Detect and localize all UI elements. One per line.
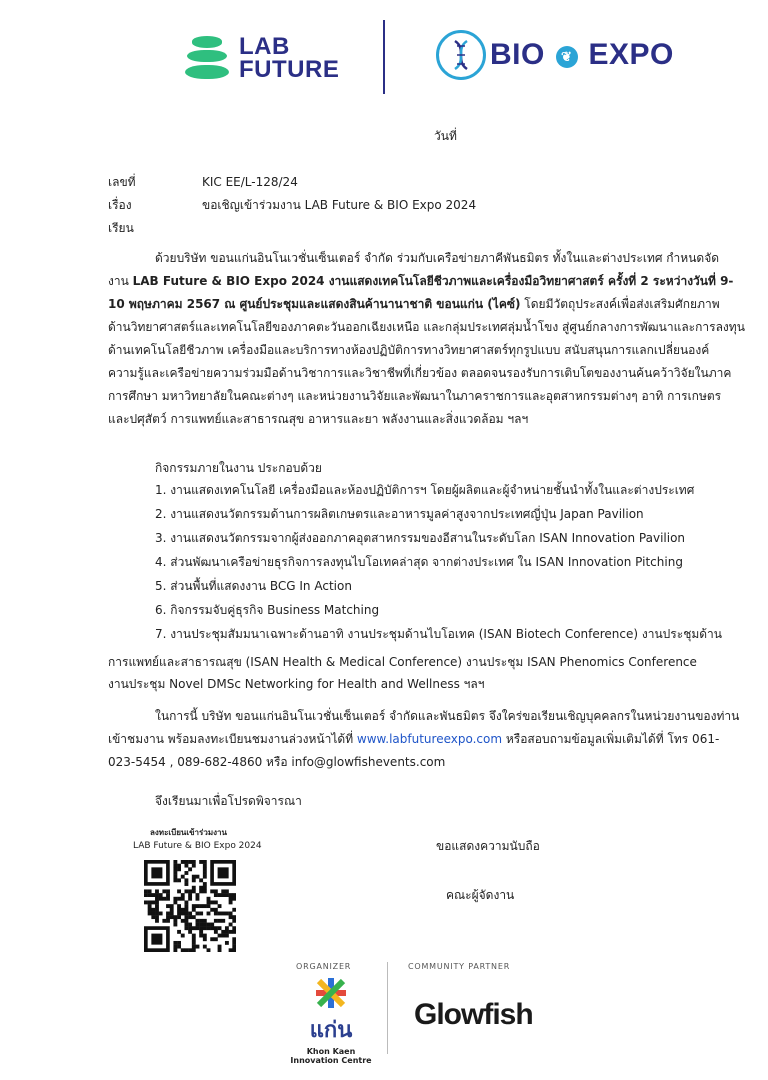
signer-text: คณะผู้จัดงาน [446, 888, 515, 902]
star-cross-icon [311, 978, 351, 1008]
intro-line: และปศุสัตว์ การแพทย์และสาธารณสุข อาหารและยา พลังงานและสิ่งแวดล้อม ฯลฯ [108, 412, 529, 426]
invitation-paragraph [108, 705, 740, 774]
kaen-name-line1: Khon Kaen [306, 1047, 356, 1056]
lab-stack-icon [183, 34, 231, 82]
activities-intro: กิจกรรมภายในงาน ประกอบด้วย [155, 461, 322, 475]
website-link[interactable]: www.labfutureexpo.com [356, 732, 503, 746]
date-label: วันที่ [434, 129, 457, 143]
intro-line: ด้านวิทยาศาสตร์และเทคโนโลยีของภาคตะวันออกเฉียงเหนือ และกลุ่มประเทศลุ่มน้ำโขง สู่ศูนย์กลางการพัฒนาและการลงทุน [108, 320, 745, 334]
activities-list [155, 478, 722, 646]
ref-value: KIC EE/L-128/24 [202, 175, 298, 189]
activity-7-continued: การแพทย์และสาธารณสุข (ISAN Health & Medical Conference) งานประชุม ISAN Phenomics Conference [108, 655, 697, 669]
intro-line: ด้านเทคโนโลยีชีวภาพ เครื่องมือและบริการทางห้องปฏิบัติการทางวิทยาศาสตร์ทุกรูปแบบ สนับสนุนการแลกเปลี่ยนองค์ [108, 343, 710, 357]
activity-7-continued: งานประชุม Novel DMSc Networking for Health and Wellness ฯลฯ [108, 677, 485, 691]
header-divider [383, 20, 385, 94]
activity-item: 3. งานแสดงนวัตกรรมจากผู้ส่งออกภาคอุตสาหกรรมของอีสานในระดับโลก ISAN Innovation Pavilion [155, 531, 686, 545]
bio-word: BIO [490, 38, 545, 71]
activity-item: 7. งานประชุมสัมมนาเฉพาะด้านอาทิ งานประชุมด้านไบโอเทค (ISAN Biotech Conference) งานประชุมด้าน [155, 627, 722, 641]
contact-line: 023-5454 , 089-682-4860 หรือ info@glowfishevents.com [108, 755, 446, 769]
activity-item: 5. ส่วนพื้นที่แสดงงาน BCG In Action [155, 579, 352, 593]
closing-line: จึงเรียนมาเพื่อโปรดพิจารณา [155, 794, 302, 808]
register-label: ลงทะเบียนเข้าร่วมงาน [150, 828, 227, 837]
footer-divider [387, 962, 388, 1054]
intro-text: งาน [108, 274, 133, 288]
activity-item: 1. งานแสดงเทคโนโลยี เครื่องมือและห้องปฏิบัติการฯ โดยผู้ผลิตและผู้จำหน่ายชั้นนำทั้งในและต่างประเทศ [155, 483, 695, 497]
intro-line [108, 270, 734, 293]
expo-word: EXPO [588, 38, 674, 71]
kaen-name-line2: Innovation Centre [290, 1056, 372, 1065]
intro-line [108, 293, 720, 316]
intro-paragraph [108, 247, 745, 431]
qr-code-icon [144, 860, 236, 952]
lab-word: LAB [239, 33, 290, 60]
khon-kaen-innovation-logo [286, 978, 376, 1065]
organizer-label: ORGANIZER [296, 962, 352, 971]
invitation-line [108, 728, 720, 751]
leaf-icon: ❦ [556, 46, 578, 68]
registration-qr-code[interactable] [144, 860, 236, 952]
activity-item: 2. งานแสดงนวัตกรรมด้านการผลิตเกษตรและอาหารมูลค่าสูงจากประเทศญี่ปุ่น Japan Pavilion [155, 507, 644, 521]
ref-label: เลขที่ [108, 175, 136, 189]
venue-highlight: 10 พฤษภาคม 2567 ณ ศูนย์ประชุมและแสดงสินค้านานาชาติ ขอนแก่น (ไคซ์) [108, 297, 521, 311]
kaen-wordmark: แก่น [309, 1017, 353, 1043]
register-event: LAB Future & BIO Expo 2024 [133, 841, 262, 851]
bio-expo-logo [436, 30, 674, 80]
invitation-text: หรือสอบถามข้อมูลเพิ่มเติมได้ที่ โทร 061- [502, 732, 720, 746]
subject-value: ขอเชิญเข้าร่วมงาน LAB Future & BIO Expo 2024 [202, 198, 477, 212]
event-highlight: LAB Future & BIO Expo 2024 งานแสดงเทคโนโลยีชีวภาพและเครื่องมือวิทยาศาสตร์ ครั้งที่ 2 ระหว่างวันที่ 9- [132, 274, 734, 288]
invitation-line: ในการนี้ บริษัท ขอนแก่นอินโนเวชั่นเซ็นเตอร์ จำกัดและพันธมิตร จึงใคร่ขอเรียนเชิญบุคคลกรในหน่วยงานของท่าน [155, 709, 740, 723]
regards-text: ขอแสดงความนับถือ [436, 839, 540, 853]
intro-line: ด้วยบริษัท ขอนแก่นอินโนเวชั่นเซ็นเตอร์ จำกัด ร่วมกับเครือข่ายภาคีพันธมิตร ทั้งในและต่างประเทศ กำหนดจัด [155, 251, 720, 265]
subject-label: เรื่อง [108, 198, 132, 212]
activity-item: 6. กิจกรรมจับคู่ธุรกิจ Business Matching [155, 603, 380, 617]
future-word: FUTURE [239, 56, 340, 83]
glowfish-logo: Glowfish [414, 998, 533, 1031]
lab-future-wordmark [239, 35, 339, 81]
invitation-text: เข้าชมงาน พร้อมลงทะเบียนชมงานล่วงหน้าได้ที่ [108, 732, 357, 746]
partner-label: COMMUNITY PARTNER [408, 962, 511, 971]
intro-text: โดยมีวัตถุประสงค์เพื่อส่งเสริมศักยภาพ [520, 297, 720, 311]
lab-future-logo [183, 34, 339, 82]
dna-icon [436, 30, 486, 80]
intro-line: ความรู้และเครือข่ายความร่วมมือด้านวิชาการและวิชาชีพที่เกี่ยวข้อง ตลอดจนรองรับการเติบโตของงานค้นคว้าวิจัยในภาค [108, 366, 732, 380]
salutation-label: เรียน [108, 221, 134, 235]
intro-line: การศึกษา มหาวิทยาลัยในคณะต่างๆ และหน่วยงานวิจัยและพัฒนาในภาคราชการและอุตสาหกรรมต่างๆ อาทิ การเกษตร [108, 389, 722, 403]
bio-expo-wordmark [490, 38, 674, 72]
activity-item: 4. ส่วนพัฒนาเครือข่ายธุรกิจการลงทุนไบโอเทคล่าสุด จากต่างประเทศ ใน ISAN Innovation Pitching [155, 555, 683, 569]
